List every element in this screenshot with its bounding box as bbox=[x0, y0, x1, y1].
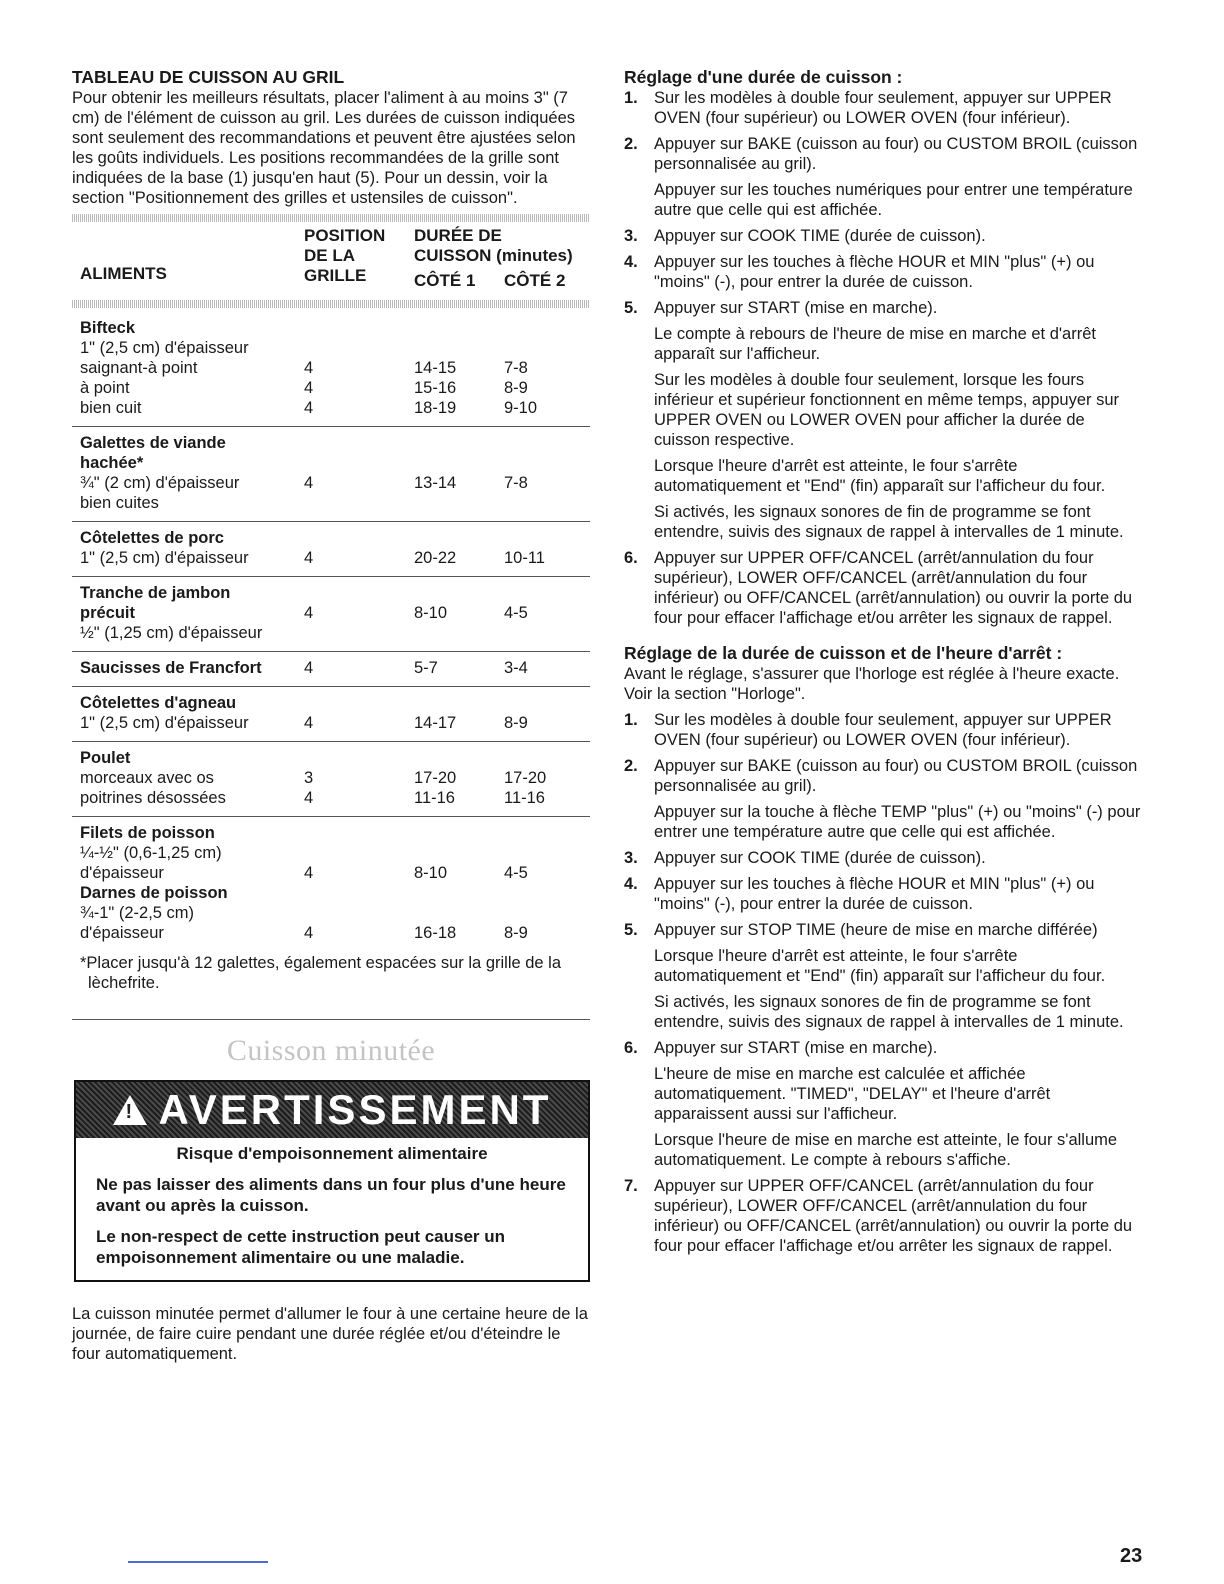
step-number: 1. bbox=[624, 89, 638, 107]
side1-cell bbox=[414, 843, 504, 863]
food-cell: bien cuit bbox=[80, 399, 142, 417]
step-text: Appuyer sur COOK TIME (durée de cuisson). bbox=[654, 849, 986, 867]
food-cell: précuit bbox=[80, 604, 136, 622]
side1-cell bbox=[414, 623, 504, 643]
step-number: 5. bbox=[624, 921, 638, 939]
table-row-line bbox=[72, 453, 590, 473]
position-cell: 4 bbox=[304, 379, 314, 397]
table-row-line bbox=[72, 693, 590, 713]
food-cell: ¾" (2 cm) d'épaisseur bbox=[80, 474, 240, 492]
step-text: Lorsque l'heure d'arrêt est atteinte, le four s'arrête automatiquement et "End" (fin) apparaît sur l'afficheur du four. bbox=[654, 457, 1106, 495]
position-cell: 4 bbox=[304, 659, 314, 677]
table-top-rule bbox=[72, 214, 590, 222]
table-row-line bbox=[72, 338, 590, 358]
cook-time-steps bbox=[624, 88, 1144, 628]
footer-link-line bbox=[128, 1561, 268, 1563]
step-text: Appuyer sur UPPER OFF/CANCEL (arrêt/annulation du four supérieur), LOWER OFF/CANCEL (arrêt/annulation du four inférieur) ou OFF/CANCEL (arrêt/annulation) ou ouvrir la porte du four pour effacer l'affichage et/ou arrêter les signaux de rappel. bbox=[654, 1177, 1133, 1255]
left-column bbox=[72, 66, 590, 1381]
table-row-line bbox=[72, 748, 590, 768]
grill-table-body bbox=[72, 312, 590, 951]
food-cell: hachée* bbox=[80, 454, 144, 472]
header-duree-2: CUISSON (minutes) bbox=[414, 246, 573, 265]
step-number: 3. bbox=[624, 227, 638, 245]
section-divider bbox=[72, 1019, 590, 1020]
step-text: Appuyer sur START (mise en marche). bbox=[654, 1039, 938, 1057]
table-row bbox=[72, 652, 590, 687]
side1-cell: 20-22 bbox=[414, 549, 457, 567]
step-item bbox=[624, 848, 1144, 868]
food-cell: ¾-1" (2-2,5 cm) bbox=[80, 904, 195, 922]
side1-cell: 17-20 bbox=[414, 769, 457, 787]
food-cell: 1" (2,5 cm) d'épaisseur bbox=[80, 549, 249, 567]
cook-time-title: Réglage d'une durée de cuisson : bbox=[624, 67, 903, 87]
table-row-line bbox=[72, 658, 590, 678]
table-row-line bbox=[72, 623, 590, 643]
cook-stop-time-intro: Avant le réglage, s'assurer que l'horloge est réglée à l'heure exacte. Voir la section "Horloge". bbox=[624, 665, 1120, 703]
food-cell: ½" (1,25 cm) d'épaisseur bbox=[80, 624, 263, 642]
step-text: Appuyer sur les touches à flèche HOUR et MIN "plus" (+) ou "moins" (-), pour entrer la durée de cuisson. bbox=[654, 875, 1095, 913]
position-cell bbox=[304, 453, 414, 473]
table-row-line bbox=[72, 768, 590, 788]
side1-cell: 13-14 bbox=[414, 474, 457, 492]
table-header-rule bbox=[72, 300, 590, 308]
side1-cell: 16-18 bbox=[414, 924, 457, 942]
side1-cell: 5-7 bbox=[414, 659, 438, 677]
table-row-line bbox=[72, 923, 590, 943]
step-text: Appuyer sur STOP TIME (heure de mise en marche différée) bbox=[654, 921, 1098, 939]
position-cell: 4 bbox=[304, 474, 314, 492]
table-row-line bbox=[72, 358, 590, 378]
table-row-line bbox=[72, 903, 590, 923]
food-cell: Tranche de jambon bbox=[80, 584, 231, 602]
step-number: 6. bbox=[624, 549, 638, 567]
step-item bbox=[624, 874, 1144, 914]
step-text: Le compte à rebours de l'heure de mise en marche et d'arrêt apparaît sur l'afficheur. bbox=[654, 325, 1096, 363]
step-item bbox=[624, 226, 1144, 246]
side2-cell: 8-9 bbox=[504, 714, 528, 732]
food-cell: bien cuites bbox=[80, 494, 159, 512]
side2-cell: 9-10 bbox=[504, 399, 538, 417]
table-header bbox=[80, 226, 590, 300]
table-row-line bbox=[72, 473, 590, 493]
warning-banner bbox=[76, 1082, 588, 1138]
position-cell bbox=[304, 528, 414, 548]
position-cell bbox=[304, 623, 414, 643]
position-cell bbox=[304, 493, 414, 513]
food-cell: d'épaisseur bbox=[80, 924, 164, 942]
side2-cell: 4-5 bbox=[504, 864, 528, 882]
position-cell bbox=[304, 748, 414, 768]
side2-cell: 17-20 bbox=[504, 769, 547, 787]
side1-cell bbox=[414, 693, 504, 713]
table-row-line bbox=[72, 823, 590, 843]
table-row-line bbox=[72, 398, 590, 418]
table-row-line bbox=[72, 843, 590, 863]
warning-triangle-icon bbox=[113, 1095, 147, 1125]
side2-cell: 8-9 bbox=[504, 924, 528, 942]
food-cell: Galettes de viande bbox=[80, 434, 226, 452]
side2-cell: 11-16 bbox=[504, 789, 545, 807]
table-row-line bbox=[72, 528, 590, 548]
food-cell: Bifteck bbox=[80, 319, 136, 337]
side2-cell: 7-8 bbox=[504, 359, 528, 377]
position-cell: 4 bbox=[304, 549, 314, 567]
step-number: 4. bbox=[624, 875, 638, 893]
step-text: Sur les modèles à double four seulement, appuyer sur UPPER OVEN (four supérieur) ou LOWER OVEN (four inférieur). bbox=[654, 711, 1112, 749]
side2-cell bbox=[504, 338, 584, 358]
step-item bbox=[624, 134, 1144, 220]
side2-cell: 7-8 bbox=[504, 474, 528, 492]
warning-banner-text: AVERTISSEMENT bbox=[158, 1086, 552, 1133]
table-row bbox=[72, 427, 590, 522]
position-cell: 4 bbox=[304, 924, 314, 942]
side1-cell bbox=[414, 748, 504, 768]
position-cell bbox=[304, 843, 414, 863]
side1-cell: 14-15 bbox=[414, 359, 457, 377]
step-item bbox=[624, 756, 1144, 842]
side1-cell bbox=[414, 453, 504, 473]
position-cell bbox=[304, 693, 414, 713]
position-cell: 4 bbox=[304, 864, 314, 882]
step-item bbox=[624, 920, 1144, 1032]
step-text: Appuyer sur COOK TIME (durée de cuisson). bbox=[654, 227, 986, 245]
header-position-2: DE LA bbox=[304, 246, 355, 265]
step-text: Sur les modèles à double four seulement, lorsque les fours inférieur et supérieur fonctionnent en même temps, appuyer sur UPPER OVEN ou LOWER OVEN pour afficher la durée de cuisson respective. bbox=[654, 371, 1119, 449]
food-cell: 1" (2,5 cm) d'épaisseur bbox=[80, 714, 249, 732]
table-row bbox=[72, 687, 590, 742]
warning-title: Risque d'empoisonnement alimentaire bbox=[176, 1144, 488, 1163]
table-row bbox=[72, 742, 590, 817]
grill-table-title: TABLEAU DE CUISSON AU GRIL bbox=[72, 67, 345, 87]
step-number: 1. bbox=[624, 711, 638, 729]
side1-cell bbox=[414, 883, 504, 903]
food-cell: à point bbox=[80, 379, 130, 397]
side1-cell: 11-16 bbox=[414, 789, 455, 807]
side2-cell bbox=[504, 453, 584, 473]
step-text: Appuyer sur BAKE (cuisson au four) ou CUSTOM BROIL (cuisson personnalisée au gril). bbox=[654, 135, 1138, 173]
step-text: Appuyer sur BAKE (cuisson au four) ou CUSTOM BROIL (cuisson personnalisée au gril). bbox=[654, 757, 1138, 795]
position-cell bbox=[304, 318, 414, 338]
right-column bbox=[624, 66, 1144, 1262]
timed-cooking-heading: Cuisson minutée bbox=[226, 1034, 436, 1067]
side2-cell bbox=[504, 528, 584, 548]
step-item bbox=[624, 252, 1144, 292]
step-text: Si activés, les signaux sonores de fin de programme se font entendre, suivis des signaux de rappel à intervalles de 1 minute. bbox=[654, 503, 1124, 541]
side2-cell bbox=[504, 883, 584, 903]
table-row bbox=[72, 817, 590, 951]
cook-stop-time-steps bbox=[624, 710, 1144, 1256]
step-text: Appuyer sur les touches numériques pour entrer une température autre que celle qui est affichée. bbox=[654, 181, 1133, 219]
food-cell: saignant-à point bbox=[80, 359, 198, 377]
position-cell bbox=[304, 583, 414, 603]
side2-cell bbox=[504, 493, 584, 513]
food-cell: Saucisses de Francfort bbox=[80, 659, 262, 677]
side2-cell: 8-9 bbox=[504, 379, 528, 397]
step-number: 3. bbox=[624, 849, 638, 867]
side2-cell bbox=[504, 318, 584, 338]
table-row-line bbox=[72, 603, 590, 623]
side1-cell bbox=[414, 338, 504, 358]
side1-cell bbox=[414, 528, 504, 548]
step-number: 2. bbox=[624, 135, 638, 153]
side1-cell bbox=[414, 433, 504, 453]
position-cell bbox=[304, 823, 414, 843]
position-cell bbox=[304, 338, 414, 358]
header-position-3: GRILLE bbox=[304, 266, 367, 285]
position-cell: 4 bbox=[304, 604, 314, 622]
side1-cell: 15-16 bbox=[414, 379, 457, 397]
step-item bbox=[624, 298, 1144, 542]
page-number: 23 bbox=[1120, 1545, 1143, 1567]
food-cell: Côtelettes de porc bbox=[80, 529, 224, 547]
side2-cell bbox=[504, 433, 584, 453]
step-text: Appuyer sur UPPER OFF/CANCEL (arrêt/annulation du four supérieur), LOWER OFF/CANCEL (arrêt/annulation du four inférieur) ou OFF/CANCEL (arrêt/annulation) ou ouvrir la porte du four pour effacer l'affichage et/ou arrêter les signaux de rappel. bbox=[654, 549, 1133, 627]
food-cell: Darnes de poisson bbox=[80, 884, 228, 902]
position-cell: 4 bbox=[304, 789, 314, 807]
step-text: Appuyer sur les touches à flèche HOUR et MIN "plus" (+) ou "moins" (-), pour entrer la durée de cuisson. bbox=[654, 253, 1095, 291]
table-row bbox=[72, 312, 590, 427]
position-cell: 3 bbox=[304, 769, 314, 787]
side1-cell: 8-10 bbox=[414, 604, 448, 622]
table-row-line bbox=[72, 378, 590, 398]
step-text: Lorsque l'heure de mise en marche est atteinte, le four s'allume automatiquement. Le compte à rebours s'affiche. bbox=[654, 1131, 1118, 1169]
table-row-line bbox=[72, 433, 590, 453]
header-cote1: CÔTÉ 1 bbox=[414, 271, 476, 290]
side2-cell bbox=[504, 843, 584, 863]
table-row-line bbox=[72, 318, 590, 338]
position-cell bbox=[304, 883, 414, 903]
food-cell: ¼-½" (0,6-1,25 cm) bbox=[80, 844, 222, 862]
food-cell: Côtelettes d'agneau bbox=[80, 694, 237, 712]
table-row-line bbox=[72, 788, 590, 808]
table-footnote: *Placer jusqu'à 12 galettes, également espacées sur la grille de la lèchefrite. bbox=[80, 954, 562, 992]
side1-cell: 18-19 bbox=[414, 399, 457, 417]
side2-cell: 4-5 bbox=[504, 604, 528, 622]
warning-text-1: Ne pas laisser des aliments dans un four plus d'une heure avant ou après la cuisson. bbox=[96, 1175, 566, 1215]
side1-cell bbox=[414, 318, 504, 338]
side1-cell: 8-10 bbox=[414, 864, 448, 882]
step-text: Si activés, les signaux sonores de fin de programme se font entendre, suivis des signaux de rappel à intervalles de 1 minute. bbox=[654, 993, 1124, 1031]
position-cell: 4 bbox=[304, 714, 314, 732]
side2-cell bbox=[504, 903, 584, 923]
side1-cell bbox=[414, 493, 504, 513]
side2-cell bbox=[504, 748, 584, 768]
food-cell: d'épaisseur bbox=[80, 864, 164, 882]
table-row bbox=[72, 577, 590, 652]
food-cell: morceaux avec os bbox=[80, 769, 214, 787]
step-item bbox=[624, 548, 1144, 628]
table-row bbox=[72, 522, 590, 577]
step-item bbox=[624, 1176, 1144, 1256]
side1-cell: 14-17 bbox=[414, 714, 457, 732]
header-position-1: POSITION bbox=[304, 226, 386, 245]
step-number: 4. bbox=[624, 253, 638, 271]
grill-table-intro: Pour obtenir les meilleurs résultats, placer l'aliment à au moins 3" (7 cm) de l'élément de cuisson au gril. Les durées de cuisson indiquées sont seulement des recommandations et peuvent être ajustées selon les goûts individuels. Les positions recommandées de la grille sont indiquées de la base (1) jusqu'en haut (5). Pour un dessin, voir la section "Positionnement des grilles et ustensiles de cuisson". bbox=[72, 89, 576, 207]
warning-box bbox=[74, 1080, 590, 1282]
side2-cell bbox=[504, 583, 584, 603]
table-row-line bbox=[72, 493, 590, 513]
food-cell: poitrines désossées bbox=[80, 789, 226, 807]
step-item bbox=[624, 88, 1144, 128]
food-cell: 1" (2,5 cm) d'épaisseur bbox=[80, 339, 249, 357]
warning-text-2: Le non-respect de cette instruction peut causer un empoisonnement alimentaire ou une maladie. bbox=[96, 1227, 506, 1267]
table-row-line bbox=[72, 583, 590, 603]
food-cell: Filets de poisson bbox=[80, 824, 215, 842]
cook-stop-time-title: Réglage de la durée de cuisson et de l'heure d'arrêt : bbox=[624, 643, 1063, 663]
side2-cell: 3-4 bbox=[504, 659, 528, 677]
step-text: L'heure de mise en marche est calculée et affichée automatiquement. "TIMED", "DELAY" et l'heure d'arrêt apparaissent aussi sur l'afficheur. bbox=[654, 1065, 1051, 1123]
step-number: 6. bbox=[624, 1039, 638, 1057]
header-cote2: CÔTÉ 2 bbox=[504, 271, 566, 290]
header-aliments: ALIMENTS bbox=[80, 264, 167, 283]
position-cell bbox=[304, 903, 414, 923]
side1-cell bbox=[414, 903, 504, 923]
side1-cell bbox=[414, 823, 504, 843]
side2-cell bbox=[504, 823, 584, 843]
timed-cooking-intro: La cuisson minutée permet d'allumer le four à une certaine heure de la journée, de faire cuire pendant une durée réglée et/ou d'éteindre le four automatiquement. bbox=[72, 1305, 588, 1363]
step-text: Lorsque l'heure d'arrêt est atteinte, le four s'arrête automatiquement et "End" (fin) apparaît sur l'afficheur du four. bbox=[654, 947, 1106, 985]
header-duree-1: DURÉE DE bbox=[414, 226, 502, 245]
side2-cell bbox=[504, 693, 584, 713]
step-number: 5. bbox=[624, 299, 638, 317]
table-row-line bbox=[72, 863, 590, 883]
side2-cell bbox=[504, 623, 584, 643]
table-row-line bbox=[72, 713, 590, 733]
step-text: Sur les modèles à double four seulement, appuyer sur UPPER OVEN (four supérieur) ou LOWER OVEN (four inférieur). bbox=[654, 89, 1112, 127]
step-item bbox=[624, 1038, 1144, 1170]
step-item bbox=[624, 710, 1144, 750]
step-text: Appuyer sur START (mise en marche). bbox=[654, 299, 938, 317]
position-cell: 4 bbox=[304, 399, 314, 417]
table-row-line bbox=[72, 883, 590, 903]
position-cell bbox=[304, 433, 414, 453]
side2-cell: 10-11 bbox=[504, 549, 545, 567]
food-cell: Poulet bbox=[80, 749, 131, 767]
table-row-line bbox=[72, 548, 590, 568]
step-text: Appuyer sur la touche à flèche TEMP "plus" (+) ou "moins" (-) pour entrer une température autre que celle qui est affichée. bbox=[654, 803, 1141, 841]
position-cell: 4 bbox=[304, 359, 314, 377]
step-number: 2. bbox=[624, 757, 638, 775]
step-number: 7. bbox=[624, 1177, 638, 1195]
side1-cell bbox=[414, 583, 504, 603]
